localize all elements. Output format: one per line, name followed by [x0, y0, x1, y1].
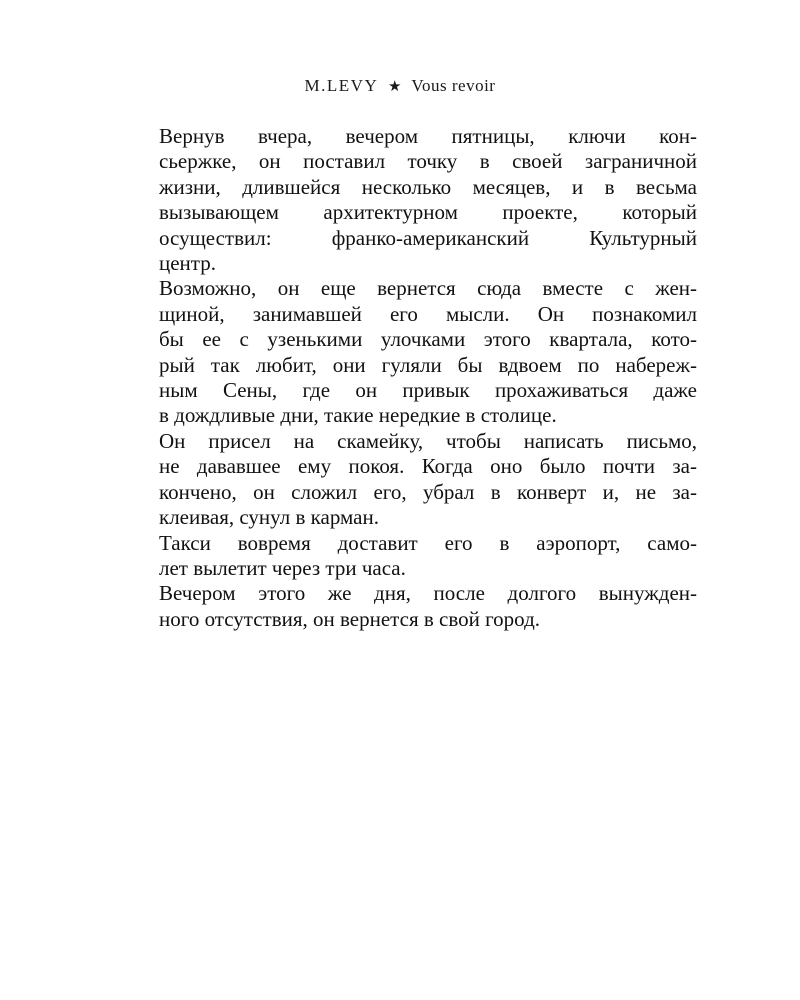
- paragraph-4: [137, 531, 697, 582]
- text-line: Возможно, он еще вернется сюда вместе с жен-: [159, 276, 697, 301]
- paragraph-1: [137, 124, 697, 276]
- paragraph-3: [137, 429, 697, 531]
- paragraph-5: [137, 581, 697, 632]
- text-line: щиной, занимавшей его мысли. Он познакомил: [159, 301, 697, 326]
- paragraph-2: [137, 276, 697, 428]
- text-line: Вернув вчера, вечером пятницы, ключи кон-: [159, 124, 697, 148]
- text-line: ным Сены, где он привык прохаживаться даже: [159, 378, 697, 403]
- text-line: клеивая, сунул в карман.: [159, 505, 379, 530]
- text-line: вызывающем архитектурном проекте, который: [159, 200, 697, 225]
- text-line: рый так любит, они гуляли бы вдвоем по набереж-: [159, 352, 697, 377]
- running-head: [0, 76, 800, 96]
- text-line: в дождливые дни, такие нередкие в столице.: [159, 403, 557, 428]
- text-line: осуществил: франко-американский Культурный: [159, 225, 697, 250]
- text-line: Вечером этого же дня, после долгого вынужден-: [159, 581, 697, 606]
- text-line: кончено, он сложил его, убрал в конверт и, не за-: [159, 479, 697, 504]
- running-head-title: Vous revoir: [411, 76, 496, 95]
- star-icon: ★: [388, 79, 402, 95]
- text-line: центр.: [159, 251, 216, 276]
- text-line: лет вылетит через три часа.: [159, 555, 406, 580]
- text-line: ного отсутствия, он вернется в свой город.: [159, 606, 541, 631]
- text-line: Такси вовремя доставит его в аэропорт, само-: [159, 530, 697, 555]
- text-line: Он присел на скамейку, чтобы написать письмо,: [159, 428, 697, 453]
- text-line: жизни, длившейся несколько месяцев, и в весьма: [159, 174, 697, 199]
- text-line: не дававшее ему покоя. Когда оно было почти за-: [159, 454, 697, 479]
- text-line: бы ее с узенькими улочками этого квартала, кото-: [159, 327, 697, 352]
- running-head-author: M.LEVY: [304, 76, 379, 95]
- text-line: сьержке, он поставил точку в своей заграничной: [159, 149, 697, 174]
- body-text: [137, 124, 697, 632]
